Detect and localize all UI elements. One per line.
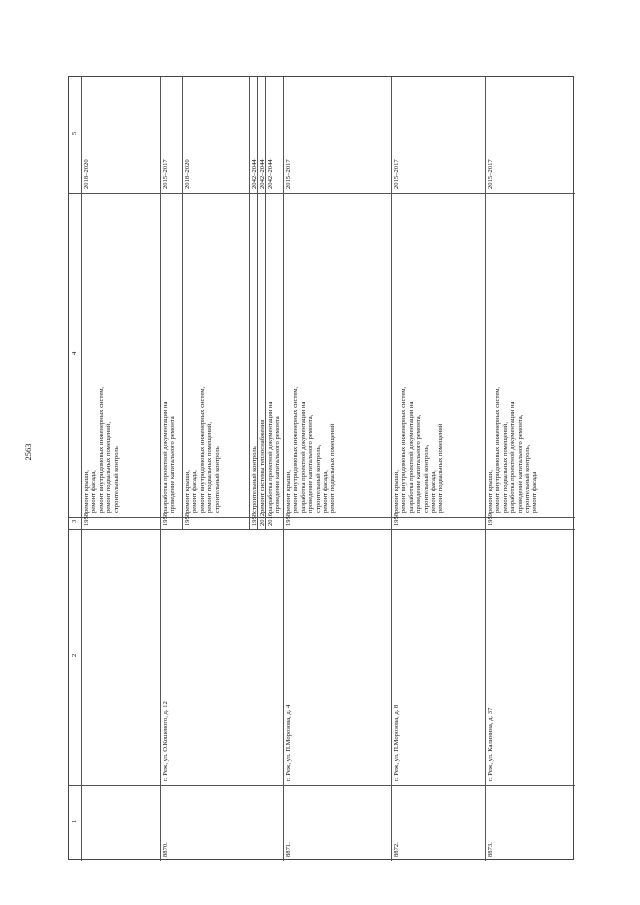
row-year: 2012 [259,512,266,526]
row-period: 2042–2044 [259,159,266,189]
column-divider [69,785,575,786]
row-address: г. Реж, ул. Калинина, д. 37 [487,707,494,781]
header-c5: 5 [71,131,78,135]
row-works: ремонт системы теплоснабжения [259,419,266,513]
row-year: 1958 [162,512,169,526]
subrow-divider [249,77,250,529]
row-period: 2015–2017 [162,159,169,189]
header-c3: 3 [71,519,78,523]
row-year: 1958 [251,512,258,526]
row-number: 8870. [162,842,169,857]
row-divider [485,77,486,861]
header-divider [81,77,82,861]
row-address: г. Реж, ул. П.Морозова, д. 4 [285,704,292,781]
header-c4: 4 [71,351,78,355]
row-year: 1958 [393,512,400,526]
column-divider [69,529,575,530]
row-year: 1958 [83,512,90,526]
row-period: 2018–2020 [83,159,90,189]
row-number: 8873. [487,842,494,857]
row-year: 1958 [285,512,292,526]
row-period: 2015–2017 [285,159,292,189]
row-works: ремонт крыши, ремонт внутридомовых инженерных систем, разработка проектной документации на проведение капитального ремонта, строительный контроль, ремонт фасада, ремонт подвальных помещений [393,386,445,513]
row-period: 2015–2017 [487,159,494,189]
column-divider [69,193,575,194]
row-period: 2042–2044 [267,159,274,189]
header-c2: 2 [71,653,78,657]
row-period: 2042–2044 [251,159,258,189]
row-works: строительный контроль [251,446,258,513]
subrow-divider [182,77,183,529]
row-period: 2015–2017 [393,159,400,189]
row-number: 8871. [285,842,292,857]
row-works: ремонт крыши, ремонт фасада, ремонт внутридомовых инженерных систем, ремонт подвальных помещений, строительный контроль [83,386,120,513]
row-works: разработка проектной документации на проведение капитального ремонта [267,401,282,513]
row-address: г. Реж, ул. П.Морозова, д. 8 [393,704,400,781]
row-divider [391,77,392,861]
header-c1: 1 [71,819,78,823]
row-number: 8872. [393,842,400,857]
row-divider [160,77,161,861]
column-divider [69,517,575,518]
row-works: ремонт крыши, ремонт внутридомовых инженерных систем, разработка проектной документации на проведение капитального ремонта, строительный контроль, ремонт фасада, ремонт подвальных помещений [285,386,337,513]
row-year: 2016 [267,512,274,526]
row-works: ремонт крыши, ремонт внутридомовых инженерных систем, ремонт подвальных помещений, разработка проектной документации на проведение капитального ремонта, строительный контроль, ремонт фасада [487,386,539,513]
row-divider [283,77,284,861]
row-period: 2018–2020 [184,159,191,189]
row-year: 1958 [184,512,191,526]
row-works: разработка проектной документации на проведение капитального ремонта [162,401,177,513]
row-works: ремонт крыши, ремонт фасада, ремонт внутридомовых инженерных систем, ремонт подвальных помещений, строительный контроль [184,386,221,513]
row-address: г. Реж, ул. О.Кошевого, д. 12 [162,701,169,781]
rotated-table [68,76,574,860]
row-year: 1959 [487,512,494,526]
page-number: 2563 [23,443,33,461]
